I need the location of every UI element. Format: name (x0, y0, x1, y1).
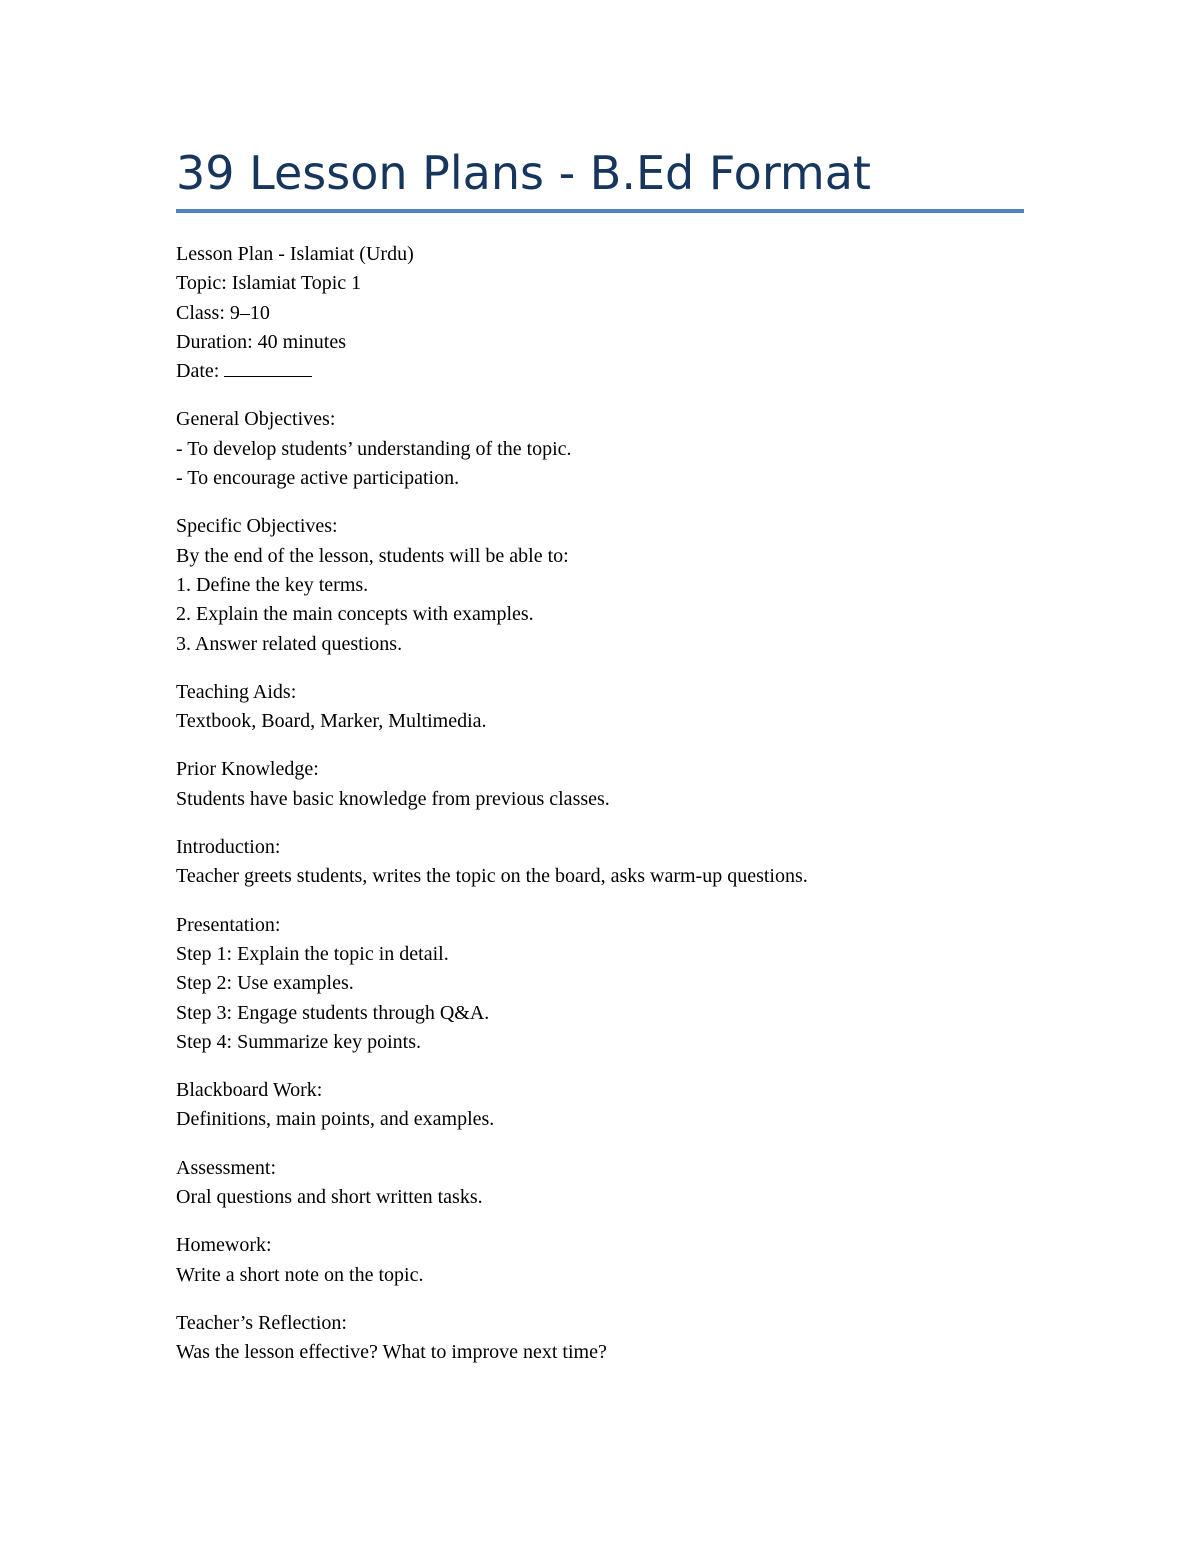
presentation-step: Step 3: Engage students through Q&A. (176, 1001, 490, 1024)
general-objectives-heading: General Objectives: (176, 408, 336, 431)
specific-objective-item: 3. Answer related questions. (176, 632, 403, 655)
specific-objectives-intro: By the end of the lesson, students will be able to: (176, 544, 569, 567)
reflection-text: Was the lesson effective? What to improve next time? (176, 1341, 607, 1364)
prior-knowledge-text: Students have basic knowledge from previous classes. (176, 787, 610, 810)
specific-objective-item: 1. Define the key terms. (176, 573, 369, 596)
teaching-aids-section (176, 678, 1024, 737)
homework-text: Write a short note on the topic. (176, 1263, 424, 1286)
presentation-section (176, 911, 1024, 1057)
header-block (176, 240, 1024, 386)
general-objective-item: - To encourage active participation. (176, 467, 460, 490)
prior-knowledge-section (176, 755, 1024, 814)
reflection-section (176, 1309, 1024, 1368)
introduction-heading: Introduction: (176, 836, 281, 859)
date-blank-field (224, 358, 312, 377)
introduction-text: Teacher greets students, writes the topic on the board, asks warm-up questions. (176, 865, 808, 888)
presentation-step: Step 4: Summarize key points. (176, 1030, 421, 1053)
title-underline-rule (176, 209, 1024, 213)
date-line (176, 357, 1024, 386)
presentation-step: Step 1: Explain the topic in detail. (176, 942, 449, 965)
homework-section (176, 1231, 1024, 1290)
duration-line: Duration: 40 minutes (176, 330, 346, 353)
date-label: Date: (176, 360, 220, 383)
assessment-heading: Assessment: (176, 1156, 276, 1179)
general-objectives-section (176, 405, 1024, 493)
presentation-step: Step 2: Use examples. (176, 972, 354, 995)
blackboard-work-section (176, 1076, 1024, 1135)
introduction-section (176, 833, 1024, 892)
general-objective-item: - To develop students’ understanding of the topic. (176, 437, 572, 460)
teaching-aids-heading: Teaching Aids: (176, 680, 297, 703)
homework-heading: Homework: (176, 1234, 272, 1257)
specific-objectives-heading: Specific Objectives: (176, 515, 338, 538)
class-line: Class: 9–10 (176, 301, 270, 324)
prior-knowledge-heading: Prior Knowledge: (176, 758, 319, 781)
reflection-heading: Teacher’s Reflection: (176, 1311, 347, 1334)
document-title: 39 Lesson Plans - B.Ed Format (176, 146, 871, 200)
assessment-section (176, 1154, 1024, 1213)
assessment-text: Oral questions and short written tasks. (176, 1186, 483, 1209)
blackboard-work-text: Definitions, main points, and examples. (176, 1108, 495, 1131)
lesson-plan-body (176, 240, 1024, 1387)
topic-line: Topic: Islamiat Topic 1 (176, 272, 362, 295)
specific-objective-item: 2. Explain the main concepts with examples. (176, 603, 534, 626)
teaching-aids-text: Textbook, Board, Marker, Multimedia. (176, 710, 487, 733)
presentation-heading: Presentation: (176, 913, 281, 936)
specific-objectives-section (176, 512, 1024, 658)
plan-name: Lesson Plan - Islamiat (Urdu) (176, 243, 414, 265)
blackboard-work-heading: Blackboard Work: (176, 1079, 323, 1102)
